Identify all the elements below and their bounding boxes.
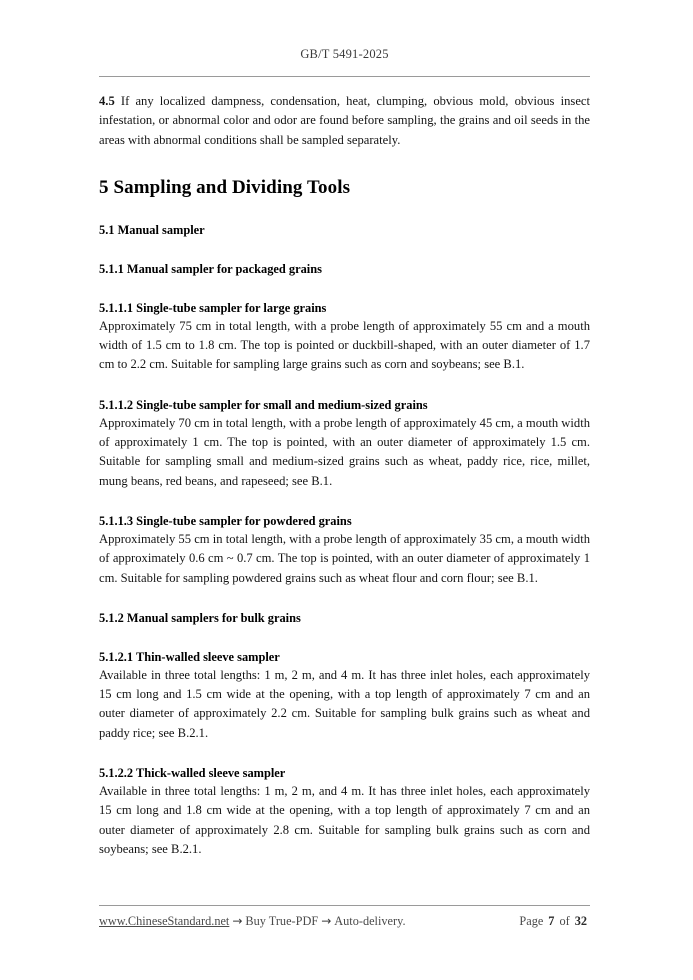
total-page-count: 32 (574, 914, 587, 928)
header-rule (99, 76, 590, 77)
heading-5-1-1-3: 5.1.1.3 Single-tube sampler for powdered grains (99, 513, 352, 528)
page-label: Page (519, 914, 544, 928)
right-arrow-icon: → (232, 914, 243, 928)
section-5-heading: 5 Sampling and Dividing Tools (99, 176, 351, 198)
of-label: of (559, 914, 570, 928)
heading-5-1-2-1: 5.1.2.1 Thin-walled sleeve sampler (99, 649, 280, 664)
page-indicator (517, 914, 590, 929)
current-page-number: 7 (548, 914, 555, 928)
clause-4-5-text: If any localized dampness, condensation, heat, clumping, obvious mold, obvious insect infestation, or abnormal color and odor are found before sampling, the grains and oil seeds in the areas with abnormal conditions shall be sampled separately. (99, 94, 590, 147)
heading-5-1-1: 5.1.1 Manual sampler for packaged grains (99, 261, 322, 276)
footer-promo (99, 914, 406, 929)
paragraph-5-1-2-1: Available in three total lengths: 1 m, 2 m, and 4 m. It has three inlet holes, each approximately 15 cm long and 1.5 cm wide at the opening, with a top length of approximately 7 cm and an outer diameter of approximately 2.2 cm. Suitable for sampling bulk grains such as wheat and paddy rice; see B.2.1. (99, 667, 590, 740)
standard-number: GB/T 5491-2025 (300, 47, 389, 61)
page-footer (99, 914, 590, 934)
paragraph-5-1-1-3: Approximately 55 cm in total length, with a probe length of approximately 35 cm, a mouth width of approximately 0.6 cm ~ 0.7 cm. The top is pointed, with an outer diameter of approximately 1 cm. Suitable for sampling powdered grains such as wheat flour and corn flour; see B.1. (99, 531, 590, 585)
heading-5-1-2-2: 5.1.2.2 Thick-walled sleeve sampler (99, 766, 286, 781)
right-arrow-icon-2: → (321, 914, 332, 928)
heading-5-1-1-2: 5.1.1.2 Single-tube sampler for small and medium-sized grains (99, 397, 428, 412)
page-header (99, 45, 590, 63)
footer-rule (99, 905, 590, 906)
clause-4-5-number: 4.5 (99, 94, 115, 108)
heading-5-1-2: 5.1.2 Manual samplers for bulk grains (99, 610, 301, 625)
heading-5-1: 5.1 Manual sampler (99, 222, 205, 237)
paragraph-5-1-1-1: Approximately 75 cm in total length, with a probe length of approximately 55 cm and a mouth width of 1.5 cm to 1.8 cm. The top is pointed or duckbill-shaped, with an outer diameter of 1.7 cm to 2.2 cm. Suitable for sampling large grains such as corn and soybeans; see B.1. (99, 318, 590, 372)
footer-promo-delivery: Auto-delivery. (334, 914, 406, 928)
clause-4-5-paragraph (99, 92, 590, 150)
paragraph-5-1-1-2: Approximately 70 cm in total length, with a probe length of approximately 45 cm, a mouth width of approximately 1 cm. The top is pointed, with an outer diameter of approximately 1.5 cm. Suitable for sampling small and medium-sized grains such as wheat, paddy rice, rice, millet, mung beans, red beans, and rapeseed; see B.1. (99, 415, 590, 488)
document-content (99, 92, 590, 859)
footer-promo-buy: Buy True-PDF (245, 914, 319, 928)
heading-5-1-1-1: 5.1.1.1 Single-tube sampler for large grains (99, 300, 327, 315)
paragraph-5-1-2-2: Available in three total lengths: 1 m, 2 m, and 4 m. It has three inlet holes, each approximately 15 cm long and 1.8 cm wide at the opening, with a top length of approximately 7 cm and an outer diameter of approximately 2.8 cm. Suitable for sampling bulk grains such as corn and soybeans; see B.2.1. (99, 784, 590, 856)
chinesestandard-link[interactable]: www.ChineseStandard.net (99, 914, 230, 928)
